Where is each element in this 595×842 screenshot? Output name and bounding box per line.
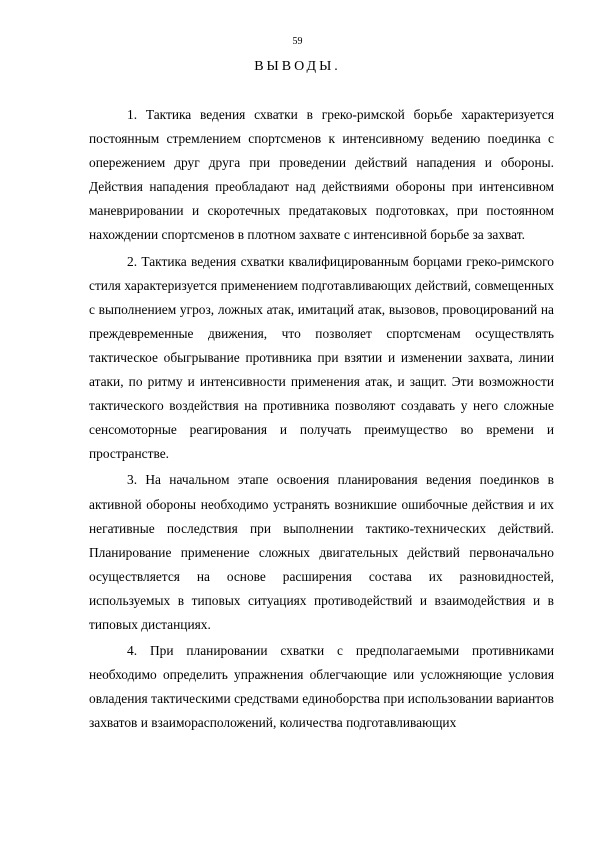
document-body <box>89 103 554 737</box>
paragraph-2: 2. Тактика ведения схватки квалифицированным борцами греко-римского стиля характеризуется применением подготавливающих действий, совмещенных с выполнением угроз, ложных атак, имитаций атак, вызовов, провоцирований на преждевременные движения, что позволяет спортсменам осуществлять тактическое обыгрывание противника при взятии и изменении захвата, линии атаки, по ритму и интенсивности применения атак, и защит. Эти возможности тактического воздействия на противника позволяют создавать у него сложные сенсомоторные реагирования и получать преимущество во времени и пространстве. <box>89 253 554 462</box>
page-title: ВЫВОДЫ. <box>254 59 341 74</box>
paragraph-1: 1. Тактика ведения схватки в греко-римской борьбе характеризуется постоянным стремлением спортсменов к интенсивному ведению поединка с опережением друг друга при проведении действий нападения и обороны. Действия нападения преобладают над действиями обороны при интенсивном маневрировании и скоротечных предатаковых подготовках, при постоянном нахождении спортсменов в плотном захвате с интенсивной борьбе за захват. <box>89 107 554 243</box>
paragraph-4: 4. При планировании схватки с предполагаемыми противниками необходимо определить упражнения облегчающие или усложняющие условия овладения тактическими средствами единоборства при использовании вариантов захватов и взаиморасположений, количества подготавливающих <box>89 643 554 731</box>
page-number: 59 <box>292 36 303 47</box>
paragraph-3: 3. На начальном этапе освоения планирования ведения поединков в активной обороны необходимо устранять возникшие ошибочные действия и их негативные последствия при выполнении тактико-технических действий. Планирование применение сложных двигательных действий первоначально осуществляется на основе расширения состава их разновидностей, используемых в типовых ситуациях противодействий и взаимодействия и в типовых дистанциях. <box>89 472 554 632</box>
